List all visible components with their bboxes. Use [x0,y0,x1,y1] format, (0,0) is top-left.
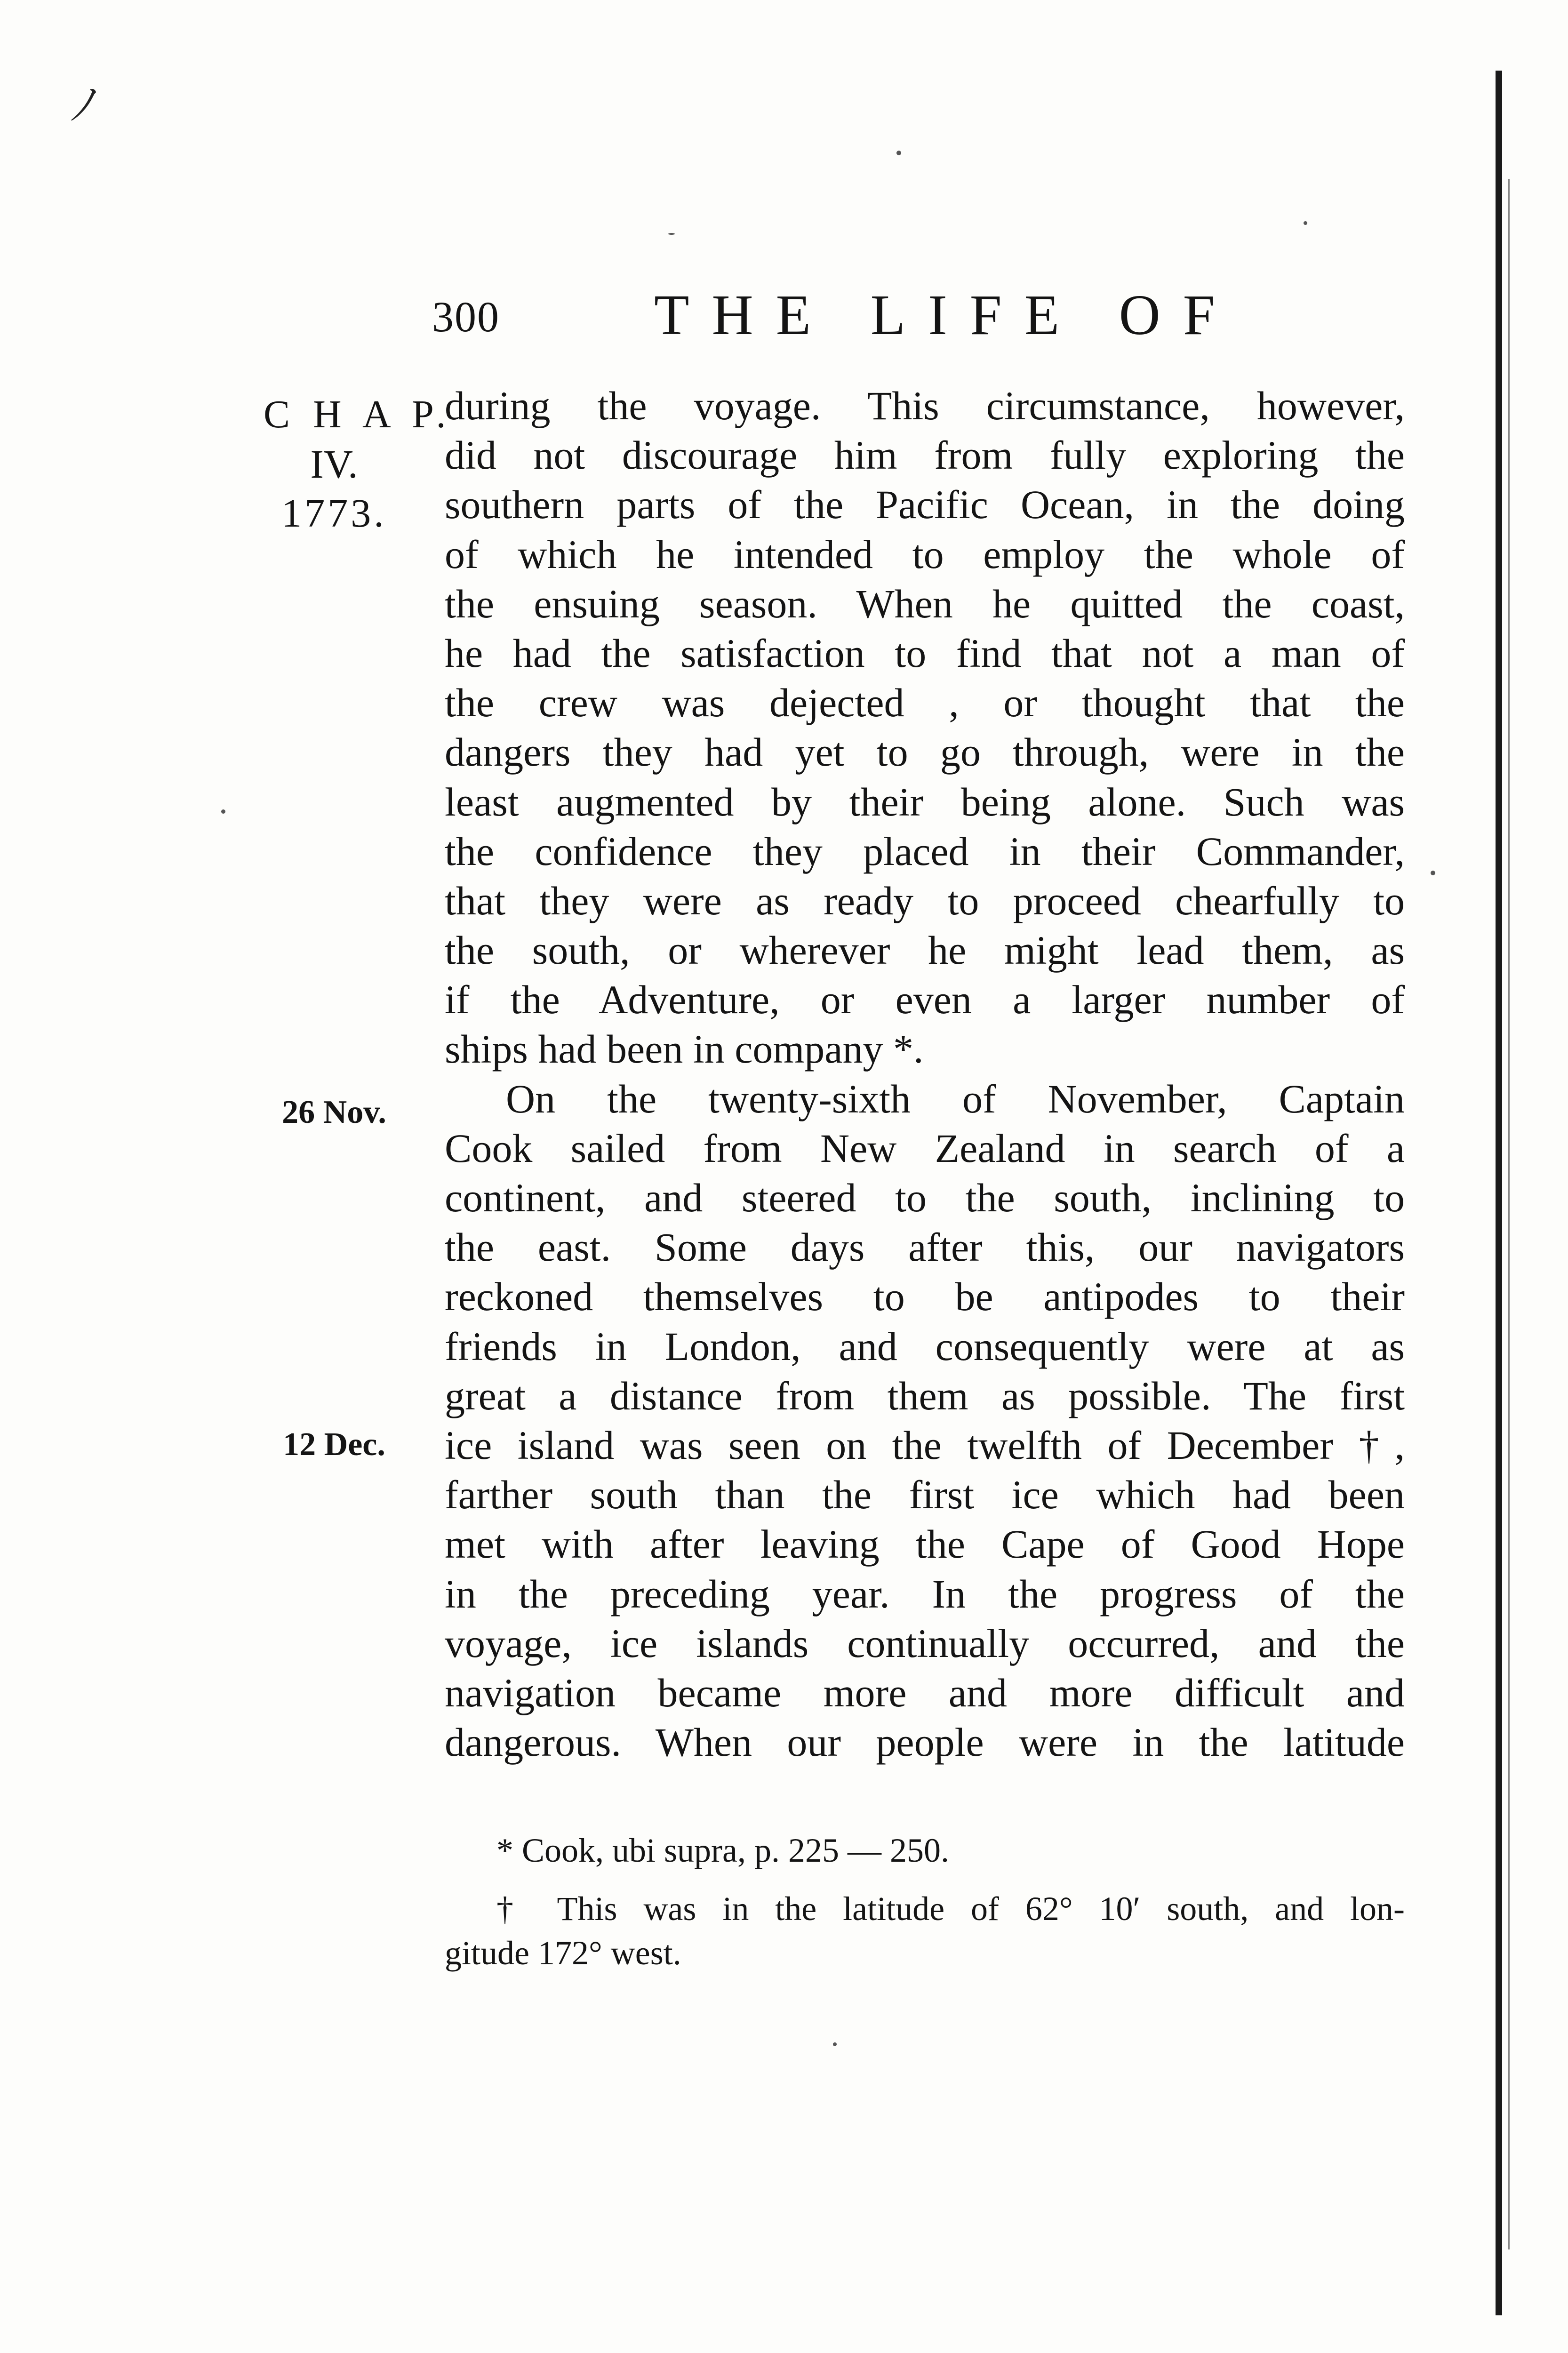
running-title: THE LIFE OF [654,283,1238,347]
text-line: dangerous. When our people were in the latitude [445,1720,1405,1765]
text-line: friends in London, and consequently were at as [445,1323,1405,1369]
text-line: ships had been in company *. [445,1026,924,1072]
margin-chapter-label: C H A P. [264,392,453,436]
print-speck [221,809,225,814]
margin-date-november: 26 Nov. [282,1094,386,1130]
text-line: he had the satisfaction to find that not a man of [445,630,1405,676]
footnote-asterisk: * Cook, ubi supra, p. 225 — 250. [496,1832,949,1869]
text-line: continent, and steered to the south, inclining to [445,1175,1405,1220]
text-line: did not discourage him from fully exploring the [445,432,1405,478]
text-line: reckoned themselves to be antipodes to their [445,1274,1405,1320]
text-line: the confidence they placed in their Commander, [445,828,1405,874]
text-line: dangers they had yet to go through, were in the [445,729,1405,775]
print-speck [896,151,901,155]
print-speck [668,233,675,235]
margin-date-december: 12 Dec. [283,1426,385,1463]
binding-edge-line [1496,71,1502,2315]
margin-chapter-number: IV. [310,441,358,487]
text-line: in the preceding year. In the progress of the [445,1571,1405,1617]
text-line: great a distance from them as possible. The first [445,1373,1405,1418]
text-line: farther south than the first ice which had been [445,1472,1405,1518]
print-speck [1431,871,1435,875]
text-line: of which he intended to employ the whole of [445,531,1405,577]
text-line: the south, or wherever he might lead them, as [445,928,1405,973]
text-line: least augmented by their being alone. Such was [445,779,1405,824]
text-line: the ensuing season. When he quitted the coast, [445,581,1405,626]
text-line: if the Adventure, or even a larger number of [445,977,1405,1023]
text-line: southern parts of the Pacific Ocean, in the doing [445,482,1405,528]
text-line: ice island was seen on the twelfth of December †, [445,1422,1405,1468]
text-line: voyage, ice islands continually occurred, and the [445,1620,1405,1666]
print-speck [833,2042,837,2046]
margin-year: 1773. [281,490,387,536]
text-line: the crew was dejected , or thought that the [445,680,1405,726]
page-number: 300 [432,293,500,341]
footnotes [445,1828,1405,1975]
paragraph-first-line: On the twenty-sixth of November, Captain [506,1076,1405,1121]
text-line: the east. Some days after this, our navigators [445,1225,1405,1270]
text-line: met with after leaving the Cape of Good Hope [445,1521,1405,1567]
corner-pen-mark: ﾉ [71,82,92,129]
text-line: during the voyage. This circumstance, however, [445,383,1405,428]
text-line: navigation became more and more difficult and [445,1670,1405,1715]
running-head [0,282,1568,353]
print-speck [1304,221,1307,225]
text-line: Cook sailed from New Zealand in search of a [445,1125,1405,1171]
text-line: that they were as ready to proceed chearfully to [445,878,1405,923]
binding-edge-shadow [1508,179,1510,2249]
footnote-dagger: † This was in the latitude of 62° 10′ south, and lon- [496,1890,1405,1928]
body-text [445,381,1405,1767]
footnote-dagger-continued: gitude 172° west. [445,1934,681,1972]
